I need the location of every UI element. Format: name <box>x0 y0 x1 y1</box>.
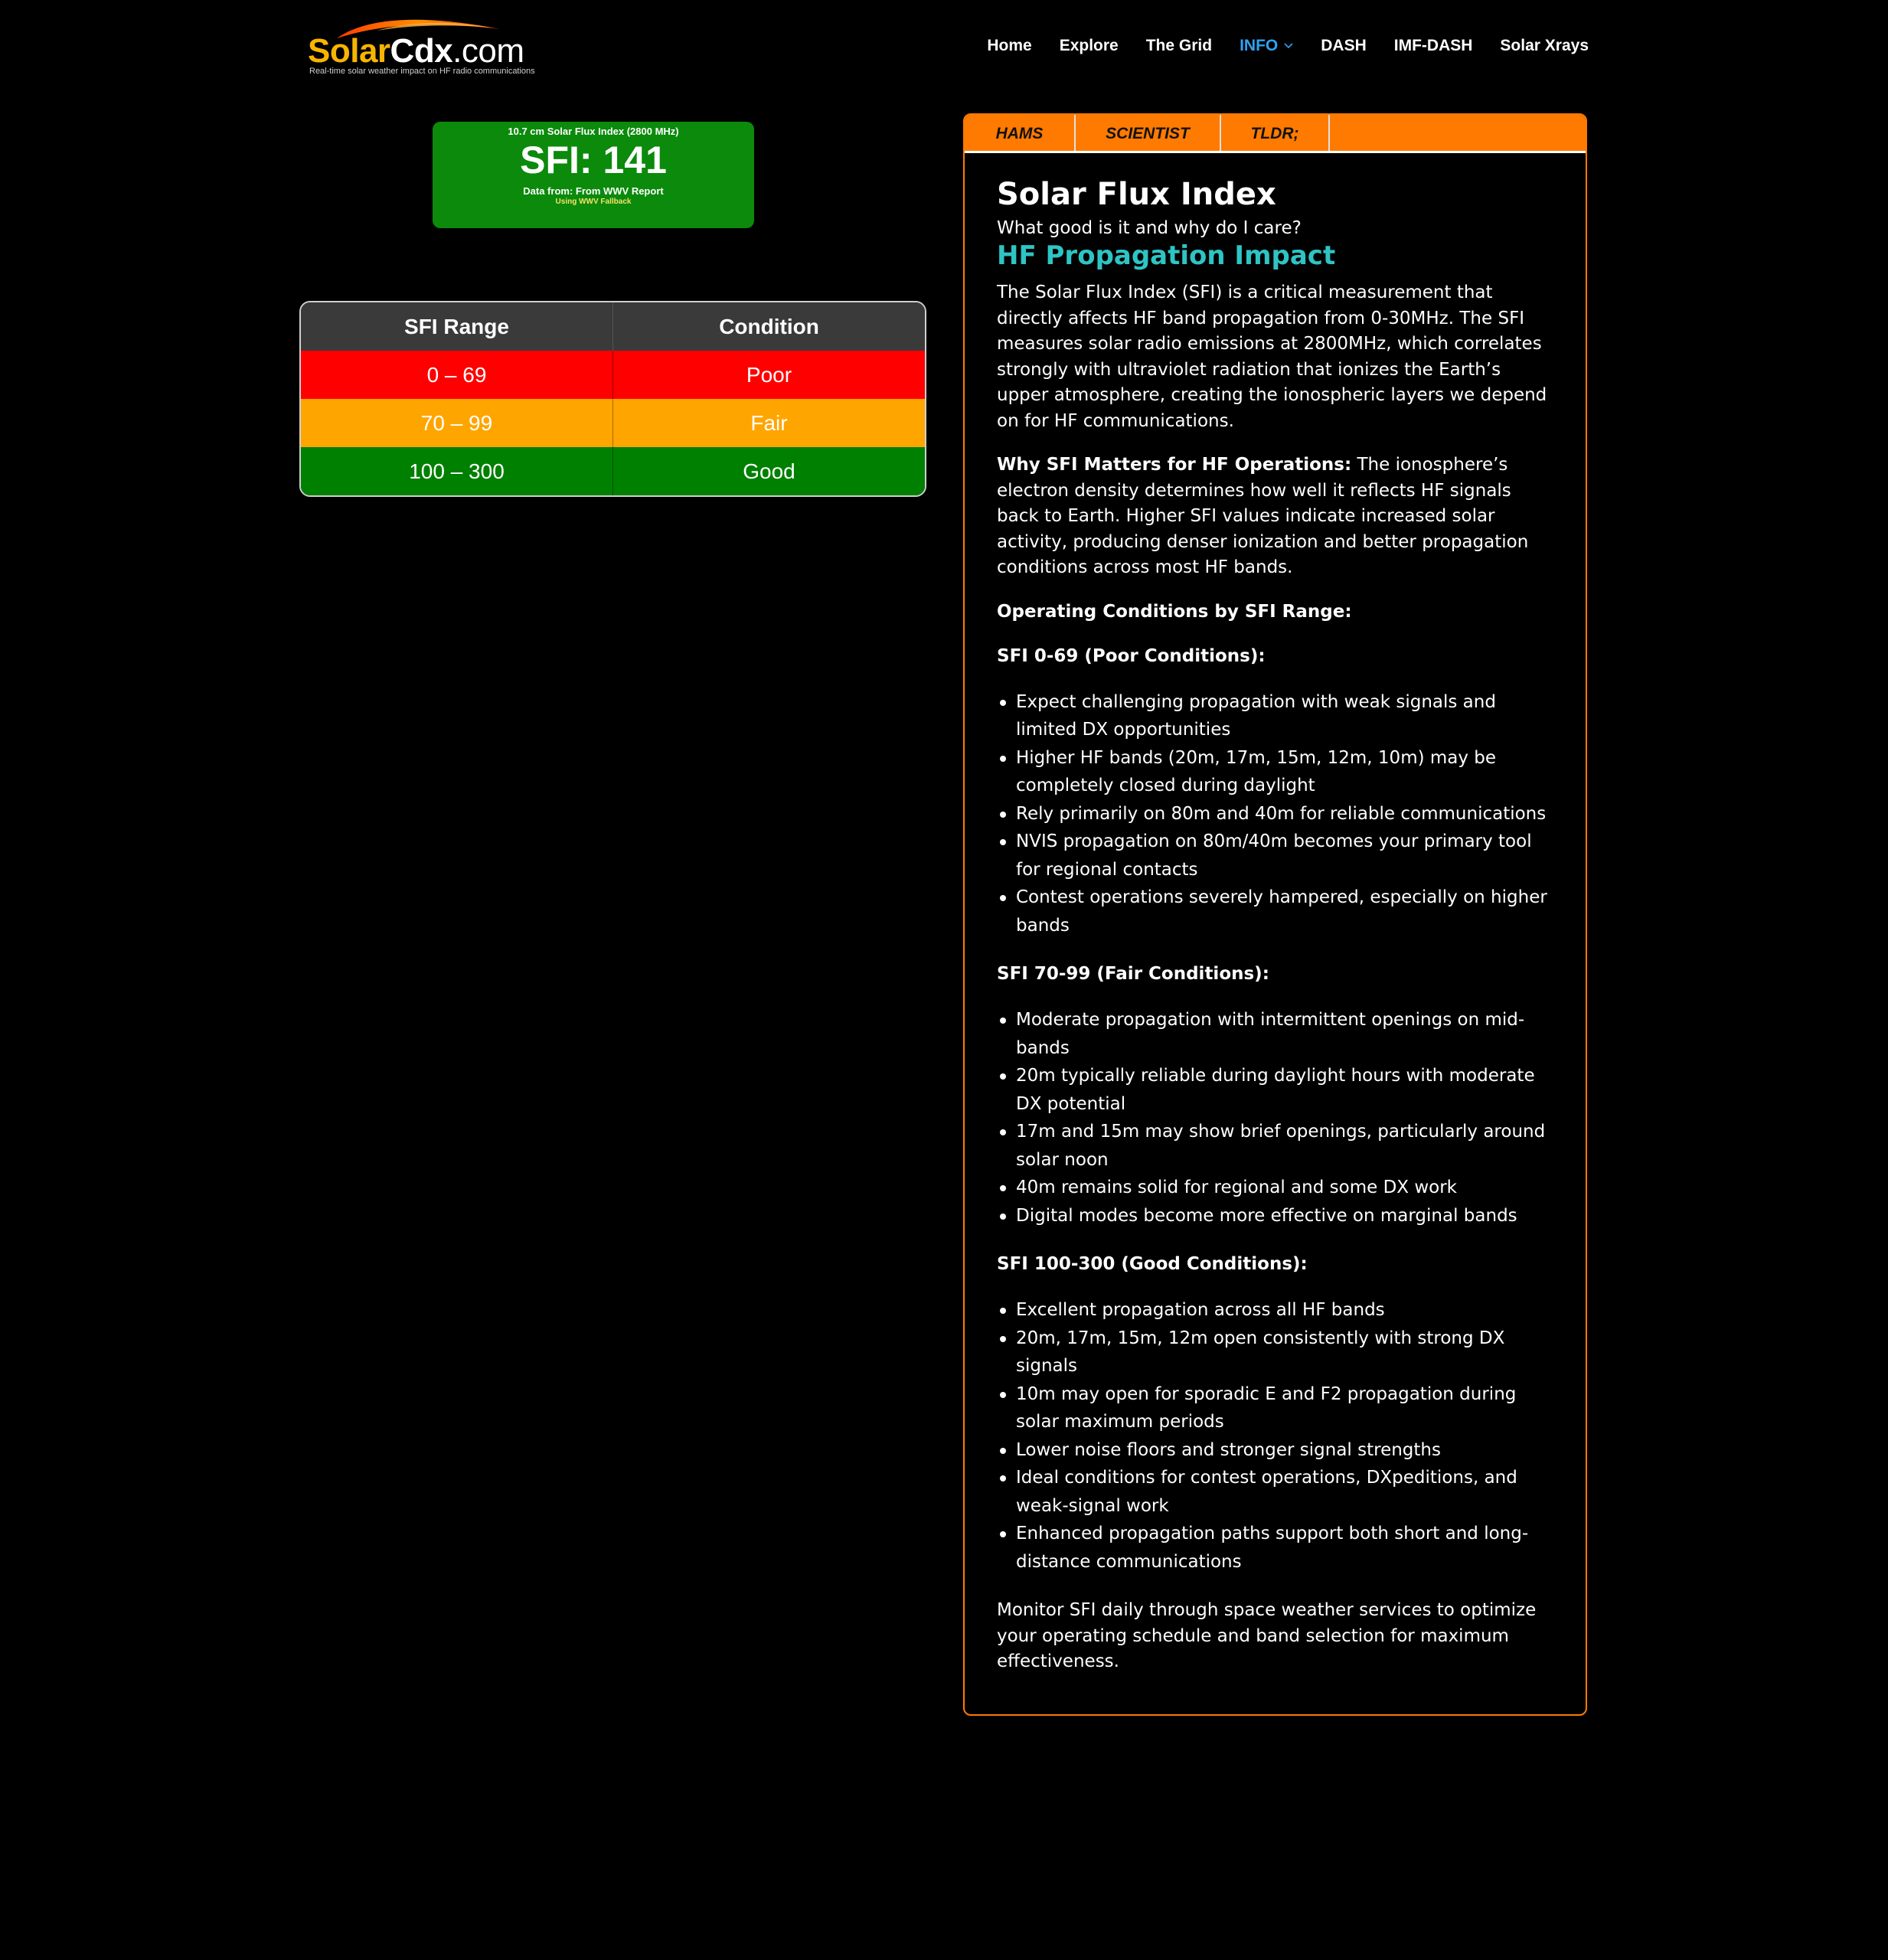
nav-explore[interactable]: Explore <box>1059 37 1119 54</box>
sfi-source: Data from: From WWV Report <box>523 185 664 197</box>
condition-cell: Fair <box>612 399 925 447</box>
good-list <box>997 1296 1553 1576</box>
table-row-fair <box>301 399 925 447</box>
closing-paragraph: Monitor SFI daily through space weather services to optimize your operating schedule and band selection for maximum effectiveness. <box>997 1600 1537 1671</box>
sfi-value: SFI: 141 <box>520 139 667 181</box>
tab-hams[interactable]: HAMS <box>965 115 1076 153</box>
table-header-row <box>301 302 925 351</box>
list-item: Lower noise floors and stronger signal strengths <box>997 1436 1553 1465</box>
list-item: 20m typically reliable during daylight hours with moderate DX potential <box>997 1062 1553 1118</box>
operating-label: Operating Conditions by SFI Range: <box>997 601 1352 622</box>
list-item: Rely primarily on 80m and 40m for reliable communications <box>997 800 1553 828</box>
list-item: 10m may open for sporadic E and F2 propagation during solar maximum periods <box>997 1380 1553 1436</box>
range-cell: 100 – 300 <box>409 459 505 483</box>
list-item: 40m remains solid for regional and some DX work <box>997 1174 1553 1202</box>
logo-tagline: Real-time solar weather impact on HF radio communications <box>309 67 535 76</box>
poor-label: SFI 0-69 (Poor Conditions): <box>997 645 1266 666</box>
header-condition: Condition <box>612 302 925 351</box>
range-cell: 70 – 99 <box>420 410 493 435</box>
nav-solar-xrays[interactable]: Solar Xrays <box>1500 37 1589 54</box>
good-label: SFI 100-300 (Good Conditions): <box>997 1254 1308 1274</box>
list-item: Ideal conditions for contest operations, DXpeditions, and weak-signal work <box>997 1464 1553 1520</box>
main-nav <box>987 37 1589 55</box>
list-item: Excellent propagation across all HF bands <box>997 1296 1553 1325</box>
list-item: NVIS propagation on 80m/40m becomes your primary tool for regional contacts <box>997 828 1553 884</box>
nav-the-grid[interactable]: The Grid <box>1145 37 1213 54</box>
list-item: 20m, 17m, 15m, 12m open consistently with strong DX signals <box>997 1325 1553 1380</box>
list-item: Higher HF bands (20m, 17m, 15m, 12m, 10m) may be completely closed during daylight <box>997 744 1553 800</box>
sfi-fallback-note: Using WWV Fallback <box>555 198 632 206</box>
nav-home[interactable]: Home <box>987 37 1032 54</box>
poor-list <box>997 688 1553 940</box>
table-row-poor <box>301 351 925 399</box>
list-item: Contest operations severely hampered, especially on higher bands <box>997 884 1553 939</box>
list-item: Expect challenging propagation with weak signals and limited DX opportunities <box>997 688 1553 744</box>
table-row-good <box>301 447 925 495</box>
panel-subtitle: What good is it and why do I care? <box>997 218 1302 238</box>
list-item: 17m and 15m may show brief openings, particularly around solar noon <box>997 1118 1553 1174</box>
panel-title: Solar Flux Index <box>997 177 1276 212</box>
sfi-widget <box>433 122 754 228</box>
list-item: Digital modes become more effective on marginal bands <box>997 1202 1553 1230</box>
chevron-down-icon <box>1284 43 1293 49</box>
site-logo[interactable] <box>308 15 535 78</box>
sfi-condition-table <box>299 301 926 497</box>
panel-tabs <box>965 115 1586 153</box>
info-panel <box>963 113 1587 1716</box>
why-label: Why SFI Matters for HF Operations: <box>997 455 1352 475</box>
list-item: Moderate propagation with intermittent openings on mid-bands <box>997 1006 1553 1062</box>
logo-wordmark: SolarCdx.com <box>308 32 524 70</box>
intro-paragraph: The Solar Flux Index (SFI) is a critical measurement that directly affects HF band propagation from 0-30MHz. The SFI measures solar radio emissions at 2800MHz, which correlates strongly with ultraviolet radiation that ionizes the Earth’s upper atmosphere, creating the ionospheric layers we depend on for HF communications. <box>997 283 1547 431</box>
why-paragraph <box>997 452 1553 581</box>
nav-dash[interactable]: DASH <box>1321 37 1367 54</box>
fair-label: SFI 70-99 (Fair Conditions): <box>997 964 1269 984</box>
condition-cell: Good <box>612 447 925 495</box>
sfi-caption: 10.7 cm Solar Flux Index (2800 MHz) <box>508 126 679 137</box>
nav-info-label: INFO <box>1240 37 1279 54</box>
tab-tldr[interactable]: TLDR; <box>1221 115 1330 153</box>
range-cell: 0 – 69 <box>426 362 487 387</box>
nav-imf-dash[interactable]: IMF-DASH <box>1393 37 1473 54</box>
fair-list <box>997 1006 1553 1230</box>
list-item: Enhanced propagation paths support both short and long-distance communications <box>997 1520 1553 1576</box>
panel-content <box>965 153 1586 1675</box>
panel-heading: HF Propagation Impact <box>997 240 1336 271</box>
nav-info[interactable] <box>1240 37 1293 55</box>
tab-scientist[interactable]: SCIENTIST <box>1076 115 1221 153</box>
header-sfi-range: SFI Range <box>404 314 509 338</box>
condition-cell: Poor <box>612 351 925 399</box>
why-text: The ionosphere’s electron density determines how well it reflects HF signals back to Earth. Higher SFI values indicate increased solar activity, producing denser ionization and better propagation conditions across most HF bands. <box>997 455 1529 577</box>
